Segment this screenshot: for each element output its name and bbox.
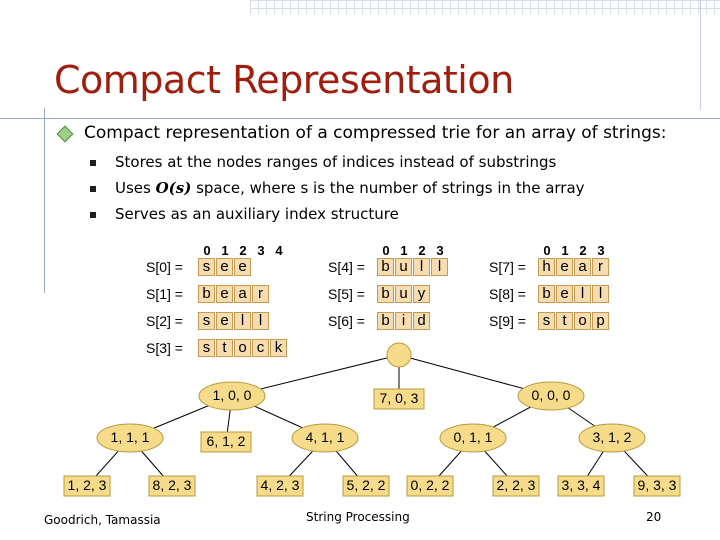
main-bullet: Compact representation of a compressed trie for an array of strings:: [84, 123, 667, 143]
string-label: S[0] =: [146, 259, 183, 275]
string-label: S[2] =: [146, 313, 183, 329]
char-cell: l: [234, 312, 251, 330]
index-header: 0 1 2 3: [543, 243, 605, 258]
char-cell: u: [395, 285, 412, 303]
char-cell: s: [198, 339, 215, 357]
char-cell: b: [377, 258, 394, 276]
trie-node-label: 0, 2, 2: [410, 477, 450, 493]
trie-node-label: 4, 2, 3: [260, 477, 300, 493]
trie-node-label: 4, 1, 1: [305, 429, 345, 445]
char-cell: k: [270, 339, 287, 357]
string-label: S[6] =: [328, 313, 365, 329]
trie-node-label: 5, 2, 2: [346, 477, 386, 493]
trie-node-label: 6, 1, 2: [206, 433, 246, 449]
trie-node-label: 3, 1, 2: [592, 429, 632, 445]
char-cell: e: [556, 258, 573, 276]
char-cell: s: [198, 258, 215, 276]
trie-node-label: 1, 0, 0: [212, 387, 252, 403]
char-cell: a: [574, 258, 591, 276]
index-header: 0 1 2 3: [382, 243, 444, 258]
footer-author: Goodrich, Tamassia: [44, 513, 161, 527]
char-cell: o: [574, 312, 591, 330]
footer-title: String Processing: [306, 510, 410, 524]
char-cell: s: [538, 312, 555, 330]
string-label: S[1] =: [146, 286, 183, 302]
sub-bullet: Uses O(s) space, where s is the number of strings in the array: [115, 179, 585, 197]
char-cell: t: [556, 312, 573, 330]
char-cell: l: [574, 285, 591, 303]
string-label: S[8] =: [489, 286, 526, 302]
page-number: 20: [646, 510, 662, 524]
string-label: S[9] =: [489, 313, 526, 329]
char-cell: l: [592, 285, 609, 303]
char-cell: c: [252, 339, 269, 357]
trie-node-label: 0, 1, 1: [453, 429, 493, 445]
page-title: Compact Representation: [54, 58, 514, 102]
char-cell: d: [413, 312, 430, 330]
char-cell: a: [234, 285, 251, 303]
string-label: S[4] =: [328, 259, 365, 275]
char-cell: e: [216, 312, 233, 330]
char-cell: b: [377, 312, 394, 330]
trie-node-label: 8, 2, 3: [152, 477, 192, 493]
string-label: S[3] =: [146, 340, 183, 356]
char-cell: y: [413, 285, 430, 303]
sub-bullet: Serves as an auxiliary index structure: [115, 205, 399, 223]
char-cell: i: [395, 312, 412, 330]
trie-node-label: 7, 0, 3: [379, 390, 419, 406]
trie-node-label: 3, 3, 4: [561, 477, 601, 493]
char-cell: r: [592, 258, 609, 276]
trie-node-label: 1, 2, 3: [67, 477, 107, 493]
char-cell: p: [592, 312, 609, 330]
trie-node-label: 1, 1, 1: [110, 429, 150, 445]
char-cell: h: [538, 258, 555, 276]
string-label: S[7] =: [489, 259, 526, 275]
char-cell: b: [377, 285, 394, 303]
trie-node-label: 9, 3, 3: [637, 477, 677, 493]
trie-node-label: 2, 2, 3: [496, 477, 536, 493]
char-cell: r: [252, 285, 269, 303]
char-cell: t: [216, 339, 233, 357]
index-header: 0 1 2 3 4: [203, 243, 283, 258]
char-cell: b: [198, 285, 215, 303]
char-cell: e: [216, 258, 233, 276]
char-cell: l: [252, 312, 269, 330]
char-cell: l: [431, 258, 448, 276]
char-cell: e: [216, 285, 233, 303]
char-cell: u: [395, 258, 412, 276]
trie-node-label: 0, 0, 0: [531, 387, 571, 403]
sub-bullet: Stores at the nodes ranges of indices instead of substrings: [115, 153, 557, 171]
char-cell: s: [198, 312, 215, 330]
char-cell: e: [234, 258, 251, 276]
char-cell: b: [538, 285, 555, 303]
trie-root-node: [387, 343, 411, 367]
string-label: S[5] =: [328, 286, 365, 302]
char-cell: l: [413, 258, 430, 276]
char-cell: e: [556, 285, 573, 303]
char-cell: o: [234, 339, 251, 357]
